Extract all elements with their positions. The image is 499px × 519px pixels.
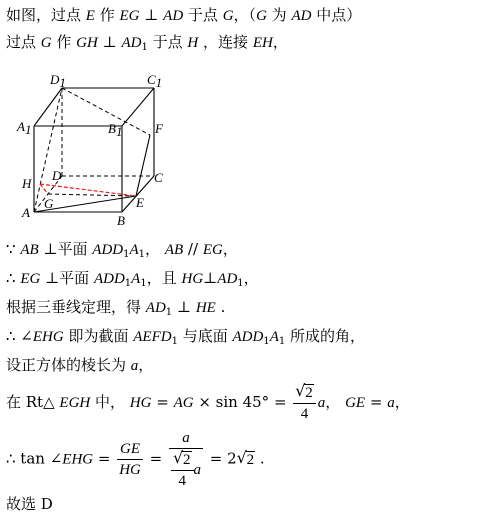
perp-symbol: ⊥ <box>139 6 164 24</box>
label-A1: A1 <box>17 119 32 137</box>
fraction-GE-over-HG <box>117 439 143 480</box>
answer-text: 故选 D <box>6 495 53 513</box>
because-symbol: ∵ <box>6 240 21 258</box>
text: 中点） <box>311 6 362 24</box>
text: = <box>151 393 174 411</box>
solution-line-3 <box>6 297 225 318</box>
var: EG <box>202 242 223 258</box>
denominator: 4 <box>178 473 186 489</box>
label-A: A <box>22 205 30 220</box>
var: A <box>129 242 139 258</box>
hidden-edge-G-E <box>48 194 136 196</box>
solution-line-6 <box>6 380 410 425</box>
var: G <box>256 8 267 24</box>
subscript: 1 <box>140 278 147 289</box>
red-segment-H-G <box>40 184 48 194</box>
var: G <box>40 35 52 51</box>
text: 作 <box>51 33 77 51</box>
text: ， <box>272 33 288 51</box>
var: GH <box>76 35 98 51</box>
text: 所成的角， <box>285 327 366 345</box>
perp-symbol: ⊥ <box>172 298 196 316</box>
var: EG <box>119 8 140 24</box>
var: A <box>131 271 141 287</box>
subscript: 1 <box>165 307 173 318</box>
text: ， <box>222 240 238 258</box>
text: × sin 45° = <box>193 393 292 411</box>
answer-line <box>6 494 53 514</box>
fraction-sqrt2-over-4 <box>293 382 316 424</box>
label-H: H <box>22 176 32 191</box>
radicand: 2 <box>246 451 255 468</box>
text: . <box>215 298 226 316</box>
var: EHG <box>32 329 64 345</box>
label-D: D <box>52 168 62 183</box>
var: AG <box>173 395 194 411</box>
text: = <box>93 449 116 468</box>
perp-symbol: ⊥ <box>203 269 218 287</box>
solution-line-1 <box>6 239 238 260</box>
text: ， <box>145 240 165 258</box>
var: a <box>193 462 201 478</box>
var: EGH <box>59 395 91 411</box>
label-C: C <box>154 170 163 185</box>
text: 即为截面 <box>63 327 134 345</box>
subscript: 1 <box>278 336 286 347</box>
text: 于点 <box>183 6 223 24</box>
var: AD <box>145 300 166 316</box>
text: 如图，过点 <box>6 6 86 24</box>
var: HG <box>129 395 152 411</box>
numerator: GE <box>117 439 143 460</box>
var: a <box>317 395 326 411</box>
text: . <box>255 449 265 468</box>
var: ADD <box>232 329 264 345</box>
subscript: 1 <box>124 278 132 289</box>
text: 设正方体的棱长为 <box>6 356 131 374</box>
label-B1: B1 <box>108 121 123 139</box>
text: ， <box>243 269 259 287</box>
subscript: 1 <box>123 249 130 260</box>
var: E <box>85 8 95 24</box>
var: a <box>387 395 395 411</box>
var: HG <box>181 271 204 287</box>
label-E: E <box>136 195 144 210</box>
therefore-tan: ∴ tan ∠ <box>6 449 63 468</box>
var: EG <box>20 271 41 287</box>
solution-line-7 <box>6 428 265 491</box>
subscript: 1 <box>263 336 270 347</box>
cube-figure <box>0 62 180 230</box>
text: 过点 <box>6 33 41 51</box>
radicand: 2 <box>183 452 191 468</box>
var: GE <box>345 395 366 411</box>
therefore-angle: ∴ ∠ <box>6 327 33 345</box>
var: AD <box>217 271 238 287</box>
var: A <box>269 329 279 345</box>
text: ，（ <box>233 6 257 24</box>
label-D1: D1 <box>50 72 66 90</box>
var: AEFD <box>133 329 172 345</box>
text: = 2 <box>205 449 237 468</box>
intro-line-2 <box>6 32 288 53</box>
label-B: B <box>117 213 125 228</box>
solution-line-4 <box>6 326 365 347</box>
var: AD <box>121 35 142 51</box>
hidden-edge-D1-F <box>62 88 150 135</box>
var: G <box>222 8 234 24</box>
denominator: HG <box>119 462 141 478</box>
text: = <box>144 449 167 468</box>
var: ADD <box>93 271 125 287</box>
text: 根据三垂线定理，得 <box>6 298 146 316</box>
denominator: 4 <box>300 406 309 422</box>
subscript: 1 <box>138 249 146 260</box>
text: 为 <box>266 6 292 24</box>
numerator: a <box>169 428 203 449</box>
text: ⊥平面 <box>40 269 94 287</box>
solution-line-2 <box>6 268 259 289</box>
solution-line-5 <box>6 355 153 376</box>
intro-line-1 <box>6 5 361 26</box>
therefore-symbol: ∴ <box>6 269 21 287</box>
var: AD <box>291 8 312 24</box>
var: AB <box>164 242 184 258</box>
parallel-symbol: // <box>183 240 203 258</box>
text: ⊥平面 <box>38 240 93 258</box>
var: a <box>130 358 139 374</box>
label-G: G <box>44 196 54 211</box>
radicand: 2 <box>305 385 313 401</box>
text: ， <box>138 356 154 374</box>
var: EH <box>252 35 273 51</box>
subscript: 1 <box>237 278 244 289</box>
var: ADD <box>92 242 124 258</box>
var: AB <box>20 242 39 258</box>
subscript: 1 <box>171 336 178 347</box>
edge-B1-C1 <box>122 88 154 126</box>
text: 作 <box>94 6 120 24</box>
text: ， <box>394 393 410 411</box>
var: AD <box>163 8 184 24</box>
perp-symbol: ⊥ <box>97 33 122 51</box>
label-F: F <box>155 121 163 136</box>
text: 在 Rt△ <box>6 393 60 411</box>
var: HE <box>195 300 216 316</box>
text: ，且 <box>146 269 182 287</box>
var: EHG <box>62 451 94 468</box>
text: = <box>365 393 388 411</box>
label-C1: C1 <box>147 72 163 90</box>
var: H <box>187 35 199 51</box>
fraction-a-over-expr <box>169 428 203 491</box>
edge-E-F <box>136 135 150 196</box>
text: 于点 <box>147 33 188 51</box>
text: 与底面 <box>177 327 233 345</box>
subscript: 1 <box>141 42 148 53</box>
text: 中， <box>90 393 130 411</box>
text: ，连接 <box>198 33 253 51</box>
text: ， <box>325 393 346 411</box>
